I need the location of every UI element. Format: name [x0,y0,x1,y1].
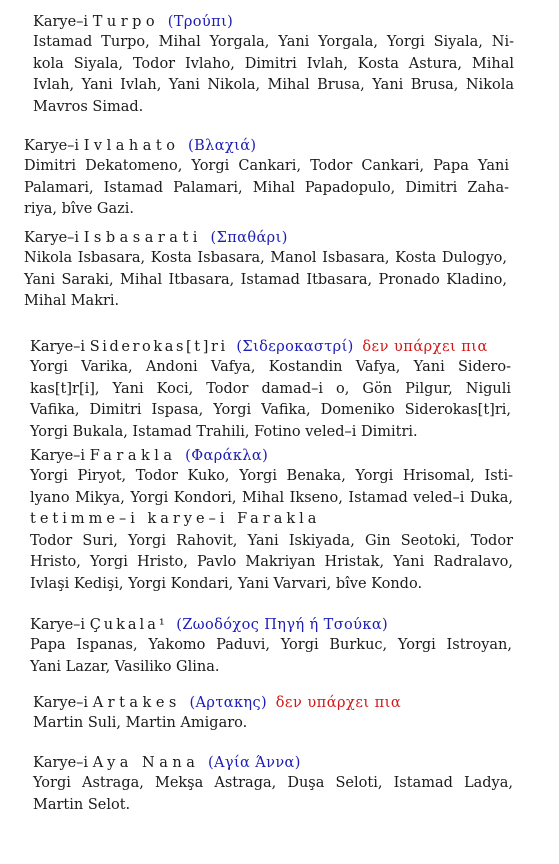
entry-heading [0,446,559,466]
text-line: Hristo, Yorgi Hristo, Pavlo Makriyan Hristak, Yani Radralavo, [30,554,513,570]
heading-prefix: Karye–i [33,695,89,711]
status-note: δεν υπάρχει πια [362,339,488,355]
village-entry-turpo [0,12,559,118]
text-line: Yani Saraki, Mihal Itbasara, Istamad Itbasara, Pronado Kladino, [24,271,507,288]
village-name: Çukala¹ [89,617,168,633]
text-line: Yorgi Bukala, Istamad Trahili, Fotino veled–i Dimitri. [30,423,418,440]
entry-heading [0,337,559,357]
heading-prefix: Karye–i [24,138,80,154]
village-name: Turpo [92,14,160,30]
text-line: Dimitri Dekatomeno, Yorgi Cankari, Todor Cankari, Papa Yani [24,158,509,174]
supplement-heading: tetimme–i karye–i Farakla [30,511,321,527]
greek-name: (Ζωοδόχος Πηγή ή Τσούκα) [176,617,389,633]
text-line: Mavros Simad. [33,98,144,115]
heading-prefix: Karye–i [30,617,86,633]
village-entry-isbasarati [0,228,559,313]
text-line: Todor Suri, Yorgi Rahovit, Yani Iskiyada, Gin Seotoki, Todor [30,532,513,549]
names-paragraph [30,357,511,443]
village-entry-cukala [0,615,559,678]
text-line: Ivlah, Yani Ivlah, Yani Nikola, Mihal Brusa, Yani Brusa, Nikola [33,77,514,93]
entry-heading [0,136,559,156]
entry-heading [0,12,559,32]
text-line: Istamad Turpo, Mihal Yorgala, Yani Yorgala, Yorgi Siyala, Ni- [33,34,514,50]
greek-name: (Σπαθάρι) [210,230,288,246]
text-line: Ivlaşi Kedişi, Yorgi Kondari, Yani Varvari, bîve Kondo. [30,575,423,592]
heading-prefix: Karye–i [33,14,89,30]
status-note: δεν υπάρχει πια [275,695,402,711]
village-entry-farakla [0,446,559,595]
names-paragraph [24,248,507,313]
text-line: kola Siyala, Todor Ivlaho, Dimitri Ivlah, Kosta Astura, Mihal [33,55,514,72]
greek-name: (Αγία Άννα) [207,755,301,771]
text-line: Palamari, Istamad Palamari, Mihal Papadopulo, Dimitri Zaha- [24,179,509,196]
village-entry-siderokastri [0,337,559,443]
entry-heading [0,693,559,713]
village-name: Farakla [89,448,177,464]
text-line: Martin Selot. [33,796,131,813]
names-paragraph [33,32,514,118]
text-line: kas[t]r[i], Yani Koci, Todor damad–i o, Gön Pilgur, Niguli [30,380,511,397]
text-line: Mihal Makri. [24,293,120,309]
text-line: riya, bîve Gazi. [24,201,135,217]
village-name: Siderokas[t]ri [89,339,228,355]
entry-heading [0,228,559,248]
text-line: Martin Suli, Martin Amigaro. [33,715,248,731]
names-paragraph [30,635,512,678]
village-entry-artakes [0,693,559,735]
heading-prefix: Karye–i [30,448,86,464]
text-line: Vafika, Dimitri Ispasa, Yorgi Vafika, Domeniko Siderokas[t]ri, [30,402,511,418]
entry-heading [0,753,559,773]
text-line: Yorgi Varika, Andoni Vafya, Kostandin Vafya, Yani Sidero- [30,359,511,375]
text-line: Yorgi Piryot, Todor Kuko, Yorgi Benaka, Yorgi Hrisomal, Isti- [30,468,513,484]
names-paragraph [33,773,513,816]
heading-prefix: Karye–i [30,339,86,355]
heading-prefix: Karye–i [33,755,89,771]
text-line: Yorgi Astraga, Mekşa Astraga, Duşa Seloti, Istamad Ladya, [33,775,513,791]
greek-name: (Αρτακης) [189,695,268,711]
village-name: Ivlahato [83,138,180,154]
village-entry-aya-nana [0,753,559,816]
heading-prefix: Karye–i [24,230,80,246]
greek-name: (Βλαχιά) [188,138,257,154]
village-name: Aya Nana [92,755,200,771]
text-line: Yani Lazar, Vasiliko Glina. [30,658,220,675]
entry-heading [0,615,559,635]
greek-name: (Σιδεροκαστρί) [236,339,354,355]
text-line: Papa Ispanas, Yakomo Paduvi, Yorgi Burkuc, Yorgi Istroyan, [30,637,512,653]
village-name: Artakes [92,695,181,711]
text-line: Nikola Isbasara, Kosta Isbasara, Manol Isbasara, Kosta Dulogyo, [24,250,507,266]
village-name: Isbasarati [83,230,202,246]
names-paragraph [24,156,509,221]
village-entry-ivlahato [0,136,559,221]
greek-name: (Φαράκλα) [185,448,269,464]
names-paragraph [33,713,513,735]
text-line: lyano Mikya, Yorgi Kondori, Mihal Ikseno, Istamad veled–i Duka, [30,489,513,506]
greek-name: (Τρούπι) [167,14,234,30]
names-paragraph [30,466,513,595]
